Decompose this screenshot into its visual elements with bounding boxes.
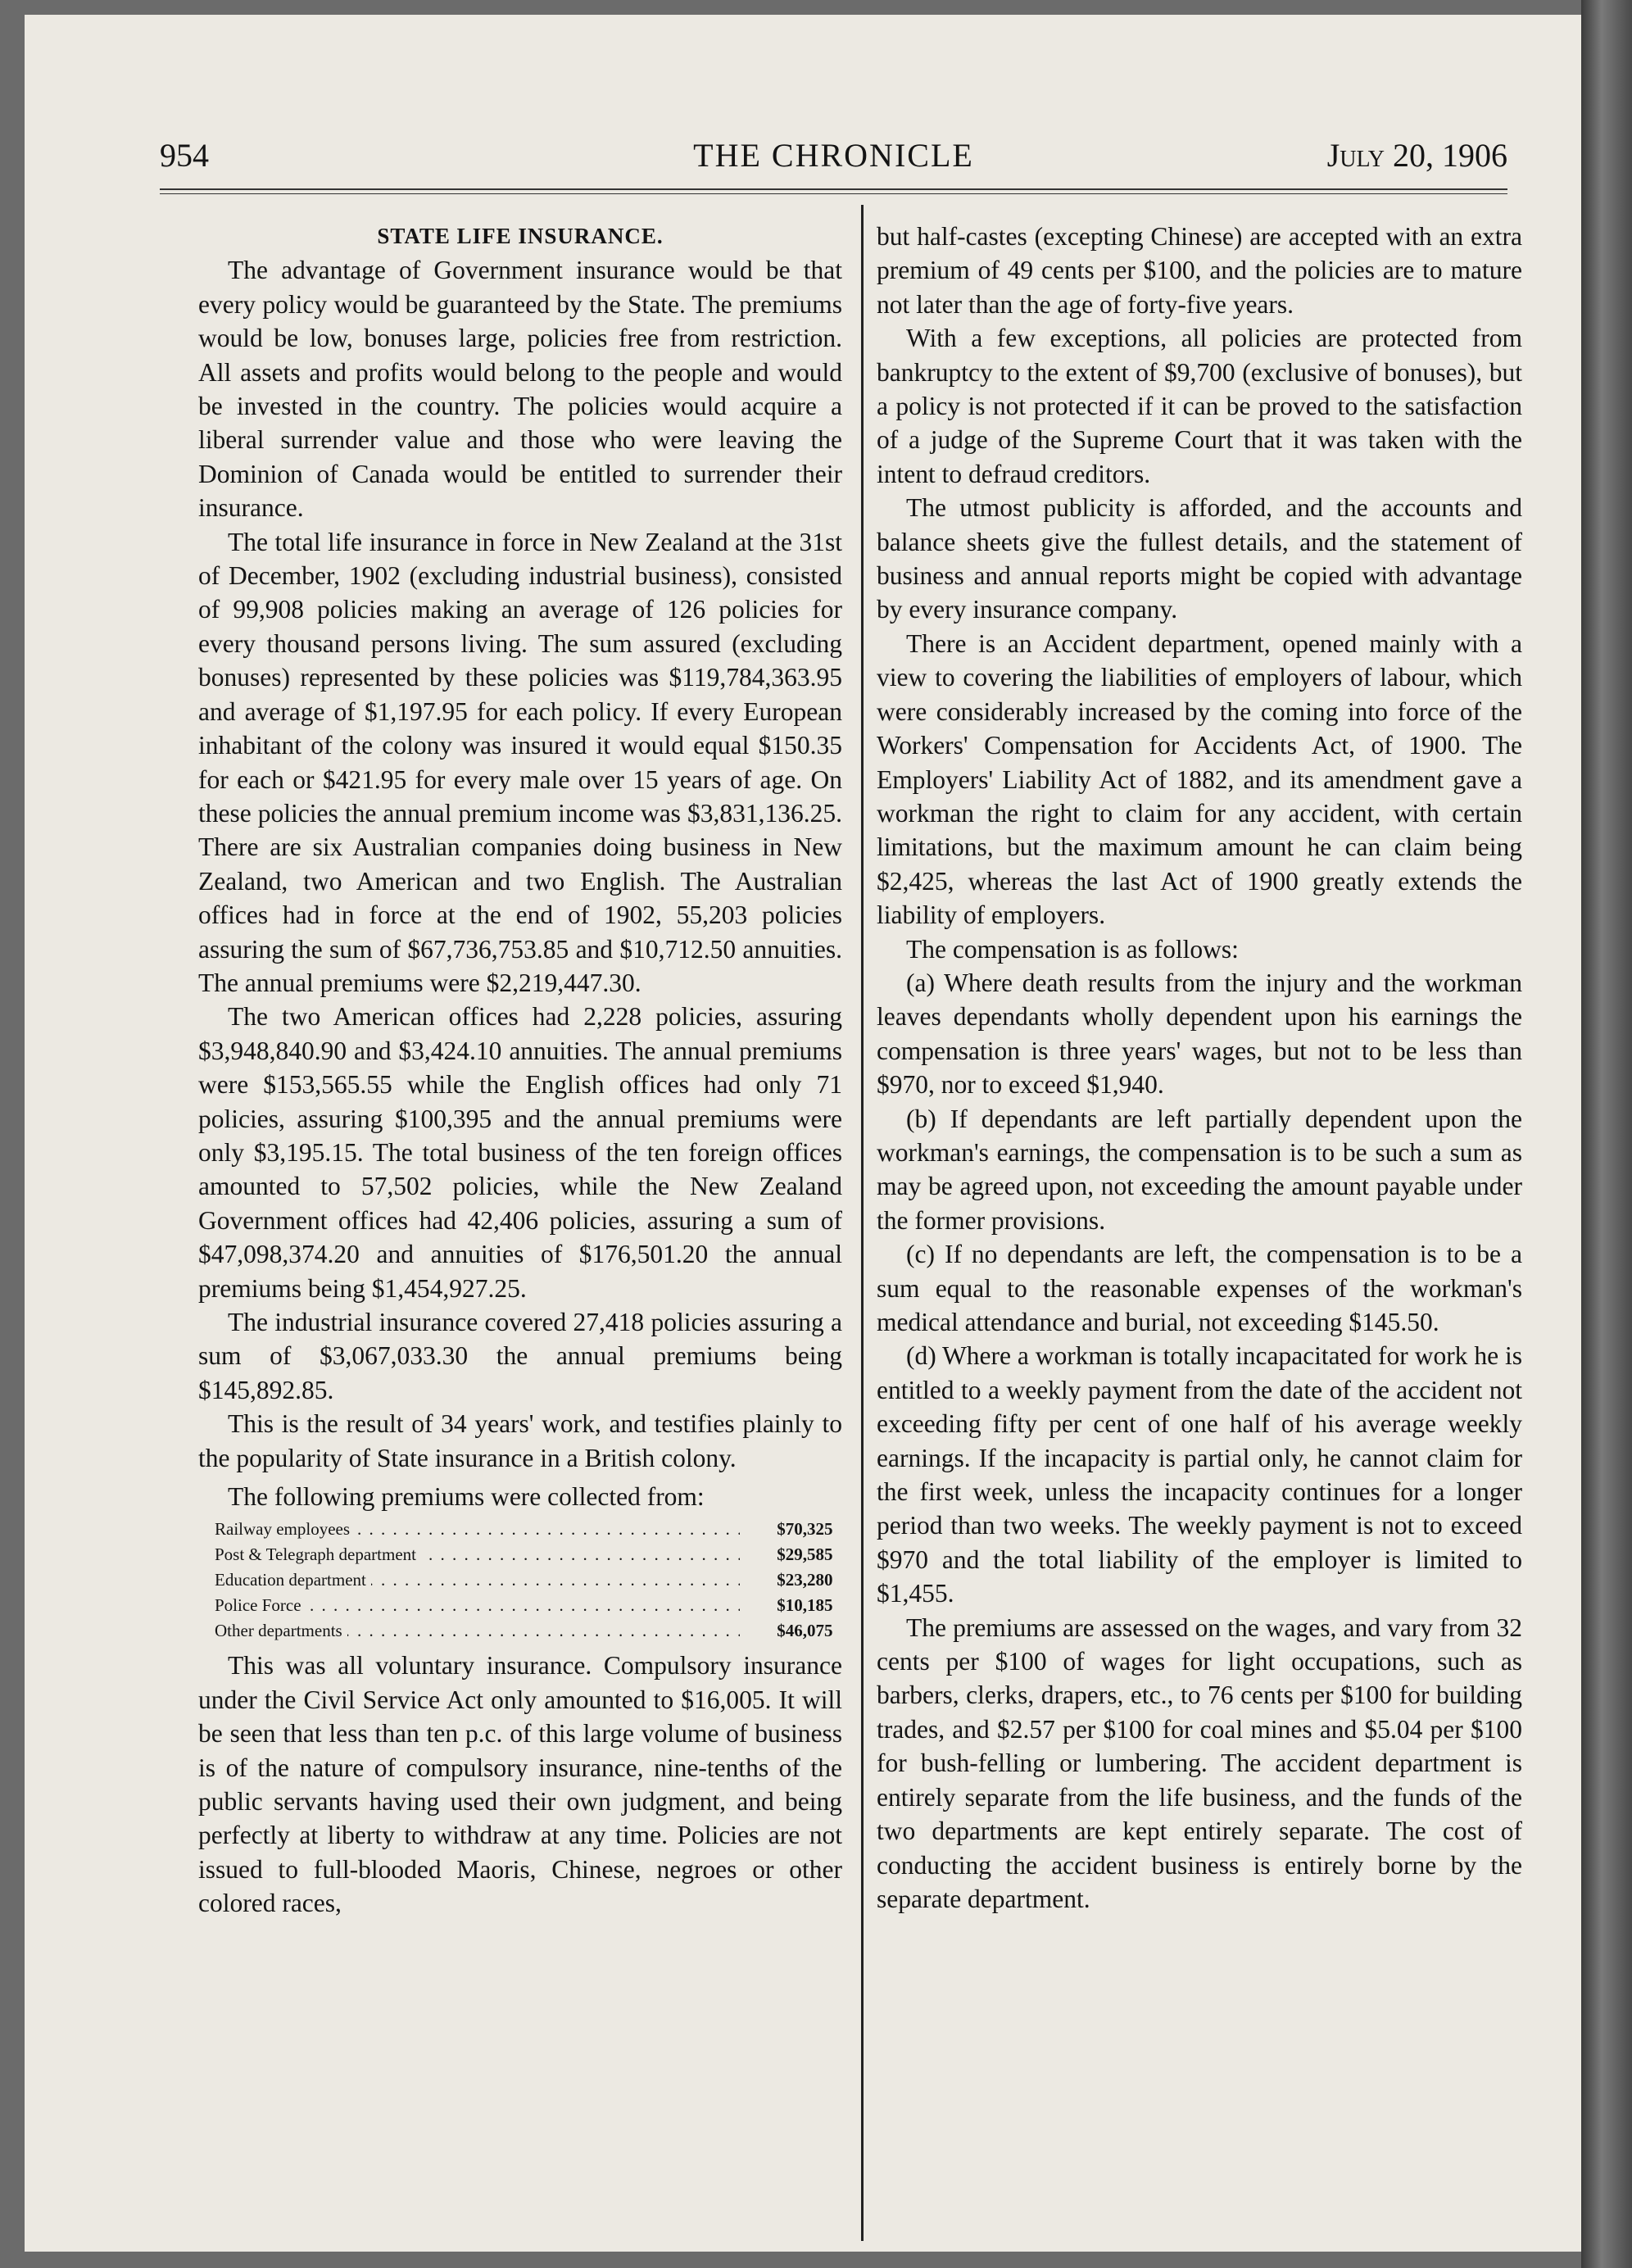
paragraph: With a few exceptions, all policies are protected from bankruptcy to the extent of $9,700 (exclusive of bonuses), but a policy is not protected if it can be proved to the satisfaction of a judge of the Supreme Court that it was taken with the intent to defraud creditors. [877, 324, 1522, 488]
paragraph: This was all voluntary insurance. Compulsory insurance under the Civil Service Act only amounted to $16,005. It will be seen that less than ten p.c. of this large volume of business is of the nature of compulsory insurance, nine-tenths of the public servants having used their own judgment, and being perfectly at liberty to withdraw at any time. Policies are not issued to full-blooded Maoris, Chinese, negroes or other colored races, [198, 1651, 842, 1918]
paragraph: There is an Accident department, opened mainly with a view to covering the liabilities of employers of labour, which were considerably increased by the coming into force of the Workers' Compensation for Accidents Act, of 1900. The Employers' Liability Act of 1882, and its amendment gave a workman the right to claim for any accident, with certain limitations, but the maximum amount he can claim being $2,425, whereas the last Act of 1900 greatly extends the liability of employers. [877, 628, 1522, 930]
paragraph: The advantage of Government insurance would be that every policy would be guaranteed by the State. The premiums would be low, bonuses large, policies free from restriction. All assets and profits would belong to the people and would be invested in the country. The policies would acquire a liberal surrender value and those who were leaving the Dominion of Canada would be entitled to surrender their insurance. [198, 256, 842, 523]
page-number: 954 [160, 137, 209, 174]
right-column [877, 220, 1522, 1916]
newspaper-page [25, 15, 1581, 2252]
table-row [215, 1618, 833, 1644]
paragraph: The compensation is as follows: [906, 934, 1239, 964]
premium-value: $23,280 [777, 1570, 833, 1590]
table-row [215, 1593, 833, 1618]
paragraph: (b) If dependants are left partially dependent upon the workman's earnings, the compensation is to be such a sum as may be agreed upon, not exceeding the amount payable under the former provisions. [877, 1104, 1522, 1235]
issue-date: July 20, 1906 [1326, 137, 1507, 174]
paragraph: (a) Where death results from the injury and the workman leaves dependants wholly dependent upon his earnings the compensation is three years' wages, but not to be less than $970, nor to exceed $1,940. [877, 968, 1522, 1100]
header-rule [160, 188, 1507, 190]
premium-value: $10,185 [777, 1595, 833, 1616]
premium-label: Post & Telegraph department [215, 1545, 421, 1564]
table-row [215, 1517, 833, 1542]
paragraph: (c) If no dependants are left, the compensation is to be a sum equal to the reasonable expenses of the workman's medical attendance and burial, not exceeding $145.50. [877, 1240, 1522, 1336]
paragraph-continued: but half-castes (excepting Chinese) are accepted with an extra premium of 49 cents per $100, and the policies are to mature not later than the age of forty-five years. [877, 222, 1522, 319]
paragraph: The industrial insurance covered 27,418 policies assuring a sum of $3,067,033.30 the annual premiums being $145,892.85. [198, 1308, 842, 1404]
premium-value: $46,075 [777, 1621, 833, 1641]
premium-label: Other departments [215, 1621, 347, 1640]
premium-value: $70,325 [777, 1519, 833, 1540]
premium-label: Education department [215, 1570, 371, 1590]
premium-label: Police Force [215, 1595, 306, 1615]
publication-title: THE CHRONICLE [693, 137, 974, 174]
table-row [215, 1567, 833, 1593]
paragraph: This is the result of 34 years' work, and testifies plainly to the popularity of State insurance in a British colony. [198, 1409, 842, 1472]
page-header [160, 113, 1507, 179]
paragraph: The two American offices had 2,228 policies, assuring $3,948,840.90 and $3,424.10 annuities. The annual premiums were $153,565.55 while the English offices had only 71 policies, assuring $100,395 and the annual premiums were only $3,195.15. The total business of the ten foreign offices amounted to 57,502 policies, while the New Zealand Government offices had 42,406 policies, assuring a sum of $47,098,374.20 and annuities of $176,501.20 the annual premiums being $1,454,927.25. [198, 1002, 842, 1303]
premium-label: Railway employees [215, 1519, 355, 1539]
paragraph: (d) Where a workman is totally incapacitated for work he is entitled to a weekly payment from the date of the accident not exceeding fifty per cent of one half of his average weekly earnings. If the incapacity is partial only, he cannot claim for the first week, unless the incapacity continues for a longer period than two weeks. The weekly payment is not to exceed $970 and the total liability of the employer is limited to $1,455. [877, 1341, 1522, 1608]
paragraph: The utmost publicity is afforded, and the accounts and balance sheets give the fullest details, and the statement of business and annual reports might be copied with advantage by every insurance company. [877, 493, 1522, 624]
premium-value: $29,585 [777, 1545, 833, 1565]
left-column [198, 220, 842, 1921]
paragraph: The premiums are assessed on the wages, and vary from 32 cents per $100 of wages for light occupations, such as barbers, clerks, drapers, etc., to 76 cents per $100 for building trades, and $2.57 per $100 for coal mines and $5.04 per $100 for bush-felling or lumbering. The accident department is entirely separate from the life business, and the funds of the two departments are kept entirely separate. The cost of conducting the accident business is entirely borne by the separate department. [877, 1613, 1522, 1913]
binding-gutter [1581, 0, 1632, 2268]
column-divider [861, 205, 864, 2241]
header-rule-thin [160, 193, 1507, 194]
premiums-table [215, 1517, 833, 1644]
premiums-intro: The following premiums were collected from: [228, 1482, 705, 1512]
table-row [215, 1542, 833, 1567]
article-heading: STATE LIFE INSURANCE. [377, 224, 664, 248]
paragraph: The total life insurance in force in New Zealand at the 31st of December, 1902 (excluding industrial business), consisted of 99,908 policies making an average of 126 policies for every thousand persons living. The sum assured (excluding bonuses) represented by these policies was $119,784,363.95 and average of $1,197.95 for each policy. If every European inhabitant of the colony was insured it would equal $150.35 for each or $421.95 for every male over 15 years of age. On these policies the annual premium income was $3,831,136.25. There are six Australian companies doing business in New Zealand, two American and two English. The Australian offices had in force at the end of 1902, 55,203 policies assuring the sum of $67,736,753.85 and $10,712.50 annuities. The annual premiums were $2,219,447.30. [198, 527, 842, 997]
